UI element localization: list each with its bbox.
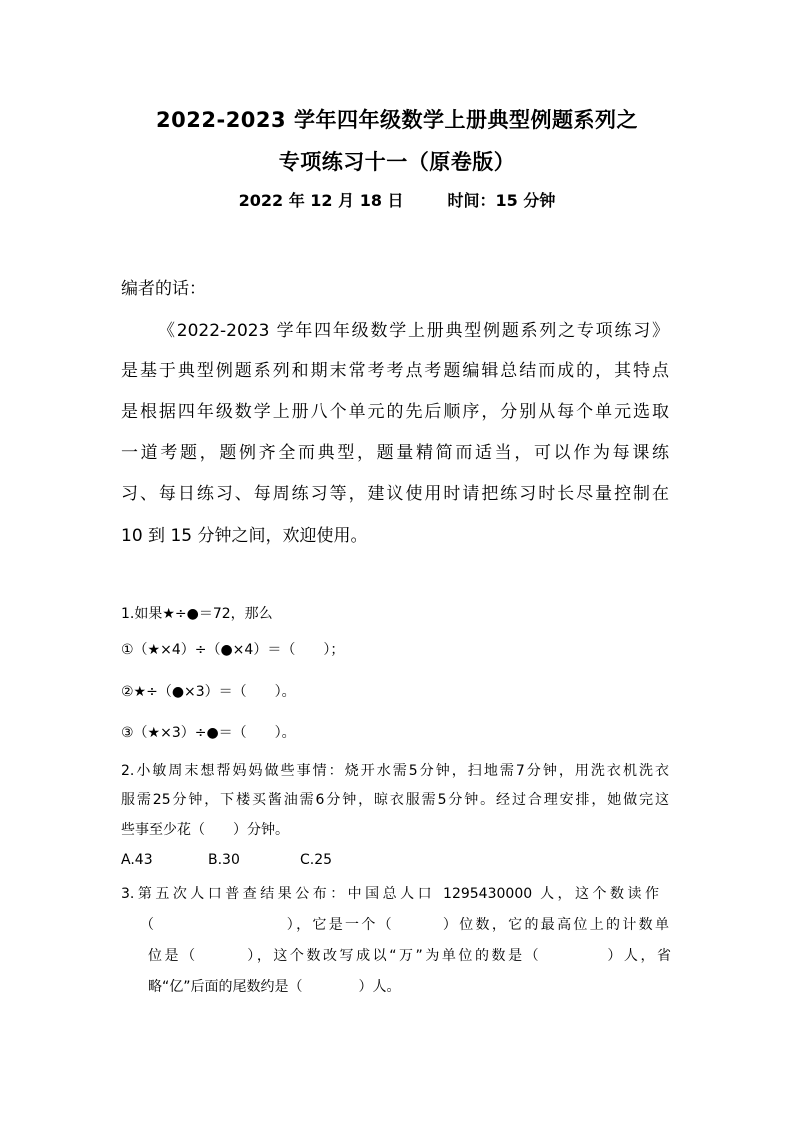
intro-line: 是根据四年级数学上册八个单元的先后顺序，分别从每个单元选取 bbox=[121, 402, 669, 422]
question-2-options bbox=[121, 852, 332, 868]
question-2-line: 服需25分钟，下楼买酱油需6分钟，晾衣服需5分钟。经过合理安排，她做完这 bbox=[121, 792, 669, 808]
question-3-line: 略“亿”后面的尾数约是（ ）人。 bbox=[148, 979, 401, 995]
editor-note-label: 编者的话： bbox=[121, 279, 206, 299]
document-title-line2: 专项练习十一（原卷版） bbox=[278, 150, 516, 174]
question-2-line: 些事至少花（ ）分钟。 bbox=[121, 822, 289, 838]
option-a: A.43 bbox=[121, 852, 153, 868]
question-3-line: 3.第五次人口普查结果公布：中国总人口 1295430000 人，这个数读作 bbox=[121, 886, 659, 902]
option-c: C.25 bbox=[300, 852, 333, 868]
question-1-part: ③（★×3）÷●＝（ ）。 bbox=[121, 725, 296, 741]
date-text: 2022 年 12 月 18 日 bbox=[238, 191, 404, 210]
time-limit-text: 时间：15 分钟 bbox=[447, 191, 556, 210]
question-3-line: 位是（ ），这个数改写成以“万”为单位的数是（ ）人，省 bbox=[148, 948, 671, 964]
option-b: B.30 bbox=[208, 852, 240, 868]
intro-line: 10 到 15 分钟之间，欢迎使用。 bbox=[121, 526, 368, 546]
question-1-stem: 1.如果★÷●＝72，那么 bbox=[121, 606, 273, 622]
intro-line: 习、每日练习、每周练习等，建议使用时请把练习时长尽量控制在 bbox=[121, 484, 669, 504]
date-time-line bbox=[0, 188, 794, 211]
question-2-line: 2.小敏周末想帮妈妈做些事情：烧开水需5分钟，扫地需7分钟，用洗衣机洗衣 bbox=[121, 763, 669, 779]
intro-line: 一道考题，题例齐全而典型，题量精简而适当，可以作为每课练 bbox=[121, 443, 669, 463]
question-1-part: ②★÷（●×3）＝（ ）。 bbox=[121, 684, 296, 700]
intro-line: 《2022-2023 学年四年级数学上册典型例题系列之专项练习》 bbox=[158, 321, 669, 341]
question-3-line: （ ），它是一个（ ）位数，它的最高位上的计数单 bbox=[140, 917, 669, 933]
intro-line: 是基于典型例题系列和期末常考考点考题编辑总结而成的，其特点 bbox=[121, 361, 669, 381]
document-title-line1: 2022-2023 学年四年级数学上册典型例题系列之 bbox=[156, 108, 638, 132]
question-1-part: ①（★×4）÷（●×4）＝（ ）； bbox=[121, 642, 345, 658]
